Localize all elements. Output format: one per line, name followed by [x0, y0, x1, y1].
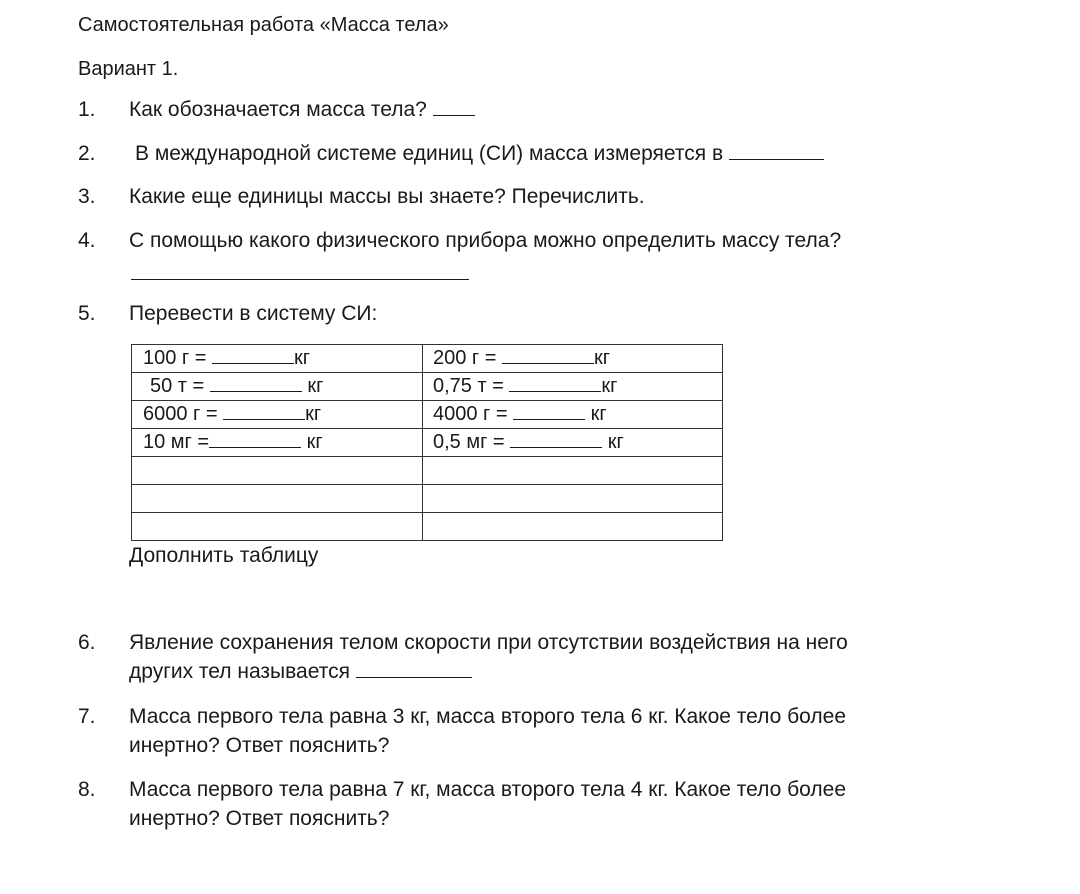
table-cell: [132, 345, 423, 373]
table-row: [132, 345, 723, 373]
cell-unit: кг: [294, 347, 311, 369]
question-4-number: 4.: [78, 229, 96, 252]
cell-unit: кг: [301, 431, 323, 453]
cell-expression: 50 т =: [150, 375, 210, 397]
answer-blank-4[interactable]: [131, 279, 469, 280]
cell-unit: кг: [602, 431, 624, 453]
question-7-number: 7.: [78, 705, 96, 728]
question-8-line-2: инертно? Ответ пояснить?: [129, 807, 390, 830]
table-cell: [422, 373, 722, 401]
variant-label: Вариант 1.: [78, 58, 179, 80]
question-3-number: 3.: [78, 185, 96, 208]
question-2-number: 2.: [78, 142, 96, 165]
table-row-empty: [132, 457, 723, 485]
question-8-number: 8.: [78, 778, 96, 801]
table-row: [132, 401, 723, 429]
question-5-number: 5.: [78, 302, 96, 325]
table-cell-empty[interactable]: [132, 485, 423, 513]
answer-blank[interactable]: [210, 375, 302, 392]
table-row: [132, 373, 723, 401]
table-cell-empty[interactable]: [132, 457, 423, 485]
table-cell-empty[interactable]: [422, 485, 722, 513]
table-cell-empty[interactable]: [422, 513, 722, 541]
conversion-table: [131, 344, 723, 541]
answer-blank[interactable]: [212, 347, 294, 364]
answer-blank[interactable]: [502, 347, 594, 364]
answer-blank[interactable]: [509, 375, 601, 392]
question-6-line-2: [129, 658, 472, 686]
cell-expression: 10 мг =: [143, 431, 210, 453]
question-6-text: других тел называется: [129, 660, 350, 683]
answer-blank-1[interactable]: [433, 97, 475, 116]
table-cell-empty[interactable]: [422, 457, 722, 485]
cell-expression: 100 г =: [143, 347, 213, 369]
question-6-number: 6.: [78, 631, 96, 654]
table-cell: [132, 429, 423, 457]
table-cell: [422, 429, 722, 457]
worksheet-title: Самостоятельная работа «Масса тела»: [78, 14, 449, 36]
table-cell: [132, 401, 423, 429]
question-6-line-1: Явление сохранения телом скорости при отсутствии воздействия на него: [129, 631, 848, 654]
cell-expression: 6000 г =: [143, 403, 224, 425]
table-instruction: Дополнить таблицу: [129, 544, 319, 567]
table-cell: [422, 345, 722, 373]
cell-expression: 0,75 т =: [432, 375, 510, 397]
answer-blank-2[interactable]: [729, 141, 824, 160]
question-5-text: Перевести в систему СИ:: [129, 302, 378, 325]
table-row-empty: [132, 513, 723, 541]
answer-blank[interactable]: [510, 431, 602, 448]
answer-blank-6[interactable]: [356, 659, 472, 678]
question-1-text: Как обозначается масса тела?: [129, 98, 427, 121]
table-row-empty: [132, 485, 723, 513]
question-1-number: 1.: [78, 98, 96, 121]
table-cell: [132, 373, 423, 401]
cell-unit: кг: [301, 375, 324, 397]
question-1: [129, 96, 475, 124]
question-7-line-1: Масса первого тела равна 3 кг, масса второго тела 6 кг. Какое тело более: [129, 705, 846, 728]
answer-blank[interactable]: [513, 403, 585, 420]
table-cell: [422, 401, 722, 429]
cell-unit: кг: [305, 403, 322, 425]
cell-unit: кг: [593, 347, 611, 369]
answer-blank[interactable]: [209, 431, 301, 448]
question-4-text: С помощью какого физического прибора можно определить массу тела?: [129, 229, 842, 252]
table-cell-empty[interactable]: [132, 513, 423, 541]
question-2: [135, 140, 824, 168]
answer-blank[interactable]: [223, 403, 305, 420]
cell-unit: кг: [585, 403, 607, 425]
question-8-line-1: Масса первого тела равна 7 кг, масса второго тела 4 кг. Какое тело более: [129, 778, 846, 801]
question-3-text: Какие еще единицы массы вы знаете? Перечислить.: [129, 185, 645, 208]
cell-expression: 0,5 мг =: [432, 431, 511, 453]
cell-expression: 4000 г =: [432, 403, 514, 425]
question-2-text: В международной системе единиц (СИ) масса измеряется в: [135, 142, 724, 165]
question-7-line-2: инертно? Ответ пояснить?: [129, 734, 390, 757]
cell-expression: 200 г =: [432, 347, 502, 369]
cell-unit: кг: [601, 375, 618, 397]
table-row: [132, 429, 723, 457]
